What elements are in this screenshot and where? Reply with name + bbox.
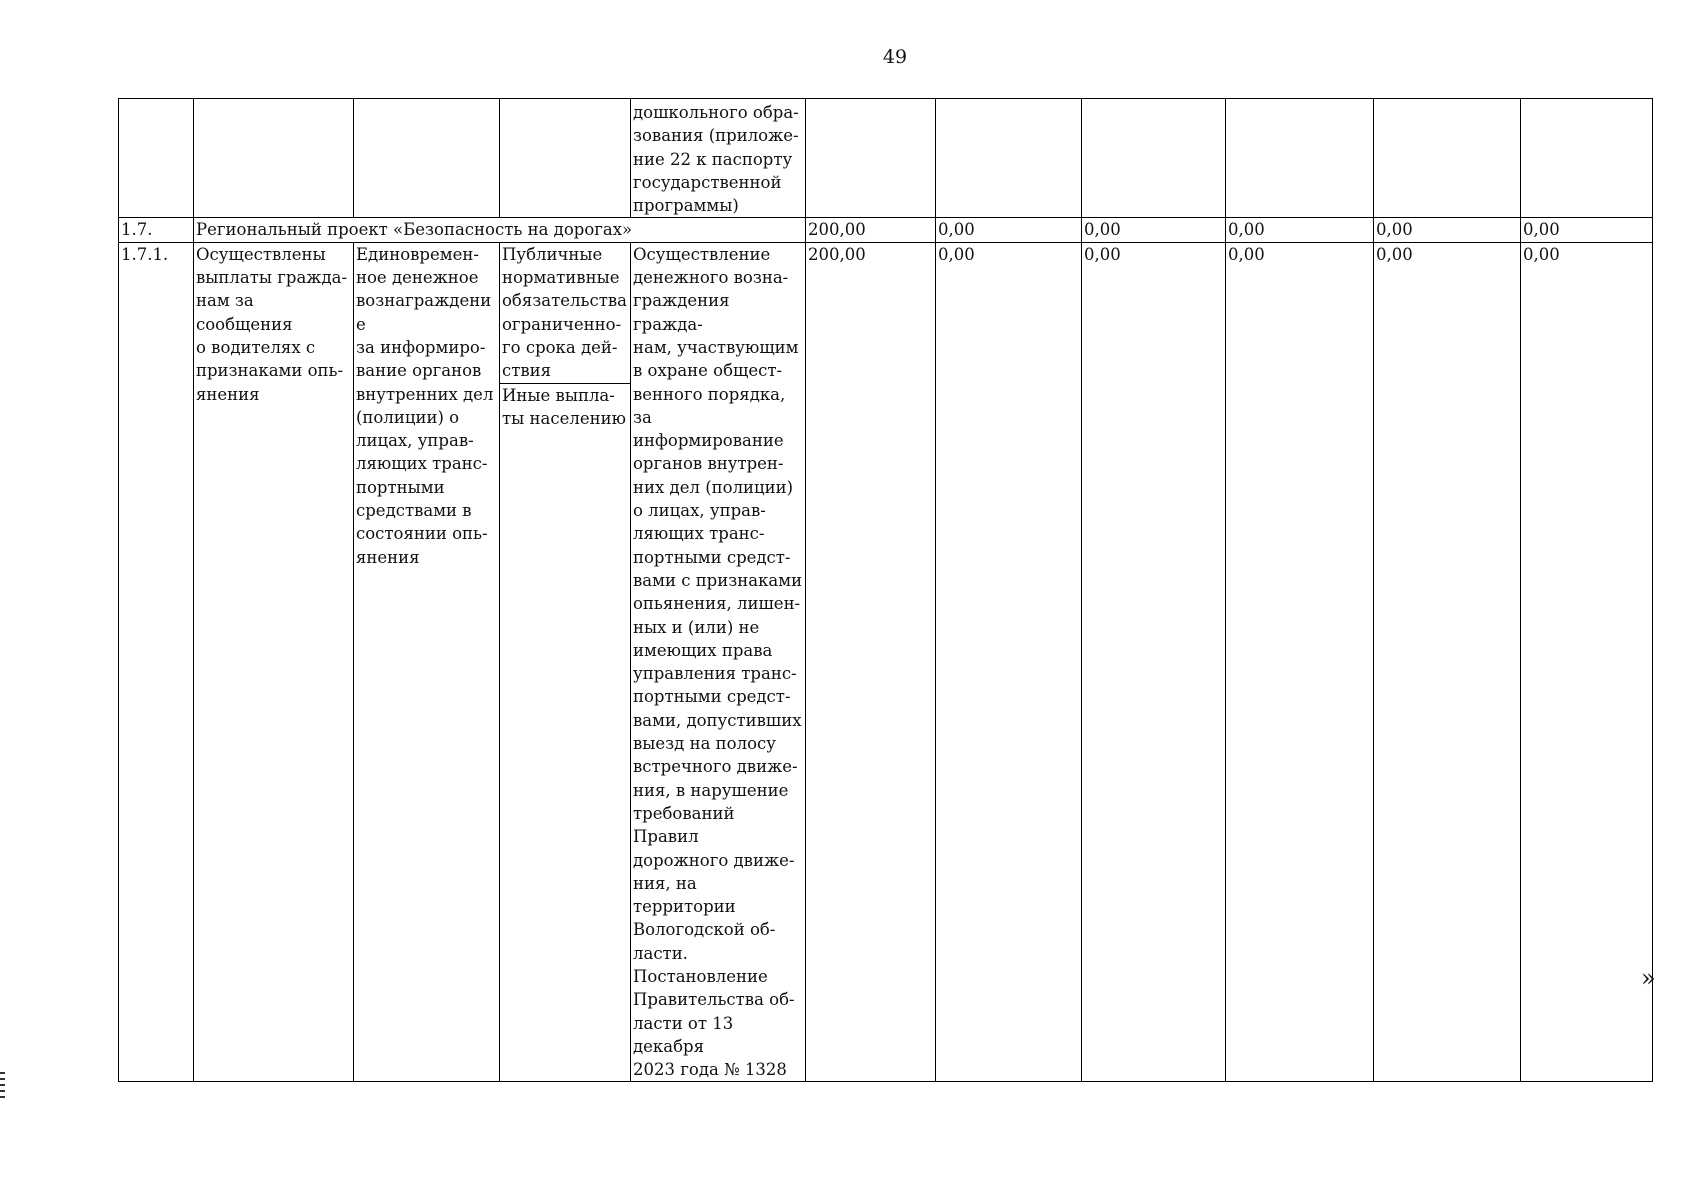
cell-empty <box>936 99 1082 218</box>
item-value-3: 0,00 <box>1226 242 1374 1082</box>
budget-table <box>118 98 1653 1082</box>
project-value-3: 0,00 <box>1226 218 1374 242</box>
project-title: Региональный проект «Безопасность на дорогах» <box>194 218 806 242</box>
cell-empty <box>1521 99 1653 218</box>
cell-empty <box>1082 99 1226 218</box>
cell-empty <box>354 99 500 218</box>
table-row-project <box>119 218 1653 242</box>
cell-empty <box>119 99 194 218</box>
project-value-2: 0,00 <box>1082 218 1226 242</box>
continuation-text: дошкольного обра- зования (приложе- ние 22 к паспорту государственной программы) <box>631 99 806 218</box>
project-number: 1.7. <box>119 218 194 242</box>
margin-scan-mark <box>0 1072 5 1098</box>
project-value-0: 200,00 <box>806 218 936 242</box>
project-value-1: 0,00 <box>936 218 1082 242</box>
item-basis: Осуществление денежного возна- граждения гражда- нам, участвующим в охране общест- венного порядка, за информирование органов внутрен- них дел (полиции) о лицах, управ- ляющих транс- портными средст- вами с признаками опьянения, лишен- ных и (или) не имеющих права управления транс- портными средст- вами, допустивших выезд на полосу встречного движе- ния, в нарушение требований Правил дорожного движе- ния, на территории Вологодской об- ласти. Постановление Правительства об- ласти от 13 декабря 2023 года № 1328 <box>631 242 806 1082</box>
cell-empty <box>1226 99 1374 218</box>
item-number: 1.7.1. <box>119 242 194 1082</box>
item-value-1: 0,00 <box>936 242 1082 1082</box>
cell-empty <box>1374 99 1521 218</box>
page-number: 49 <box>882 46 908 68</box>
closing-quote-mark: » <box>1641 964 1656 992</box>
table-row-item <box>119 242 1653 1082</box>
table-row-continuation <box>119 99 1653 218</box>
item-value-5: 0,00 <box>1521 242 1653 1082</box>
project-value-5: 0,00 <box>1521 218 1653 242</box>
cell-empty <box>806 99 936 218</box>
item-result: Осуществлены выплаты гражда- нам за сообщения о водителях с признаками опь- янения <box>194 242 354 1082</box>
expense-type-public-obligations: Публичные нормативные обязательства ограниченно- го срока дей- ствия <box>500 243 630 384</box>
cell-empty <box>500 99 631 218</box>
item-value-2: 0,00 <box>1082 242 1226 1082</box>
item-value-0: 200,00 <box>806 242 936 1082</box>
item-expense-types <box>500 242 631 1082</box>
expense-type-other-payments: Иные выпла- ты населению <box>502 385 626 428</box>
cell-empty <box>194 99 354 218</box>
project-value-4: 0,00 <box>1374 218 1521 242</box>
item-value-4: 0,00 <box>1374 242 1521 1082</box>
item-measure: Единовремен- ное денежное вознаграждение за информиро- вание органов внутренних дел (полиции) о лицах, управ- ляющих транс- портными средствами в состоянии опь- янения <box>354 242 500 1082</box>
